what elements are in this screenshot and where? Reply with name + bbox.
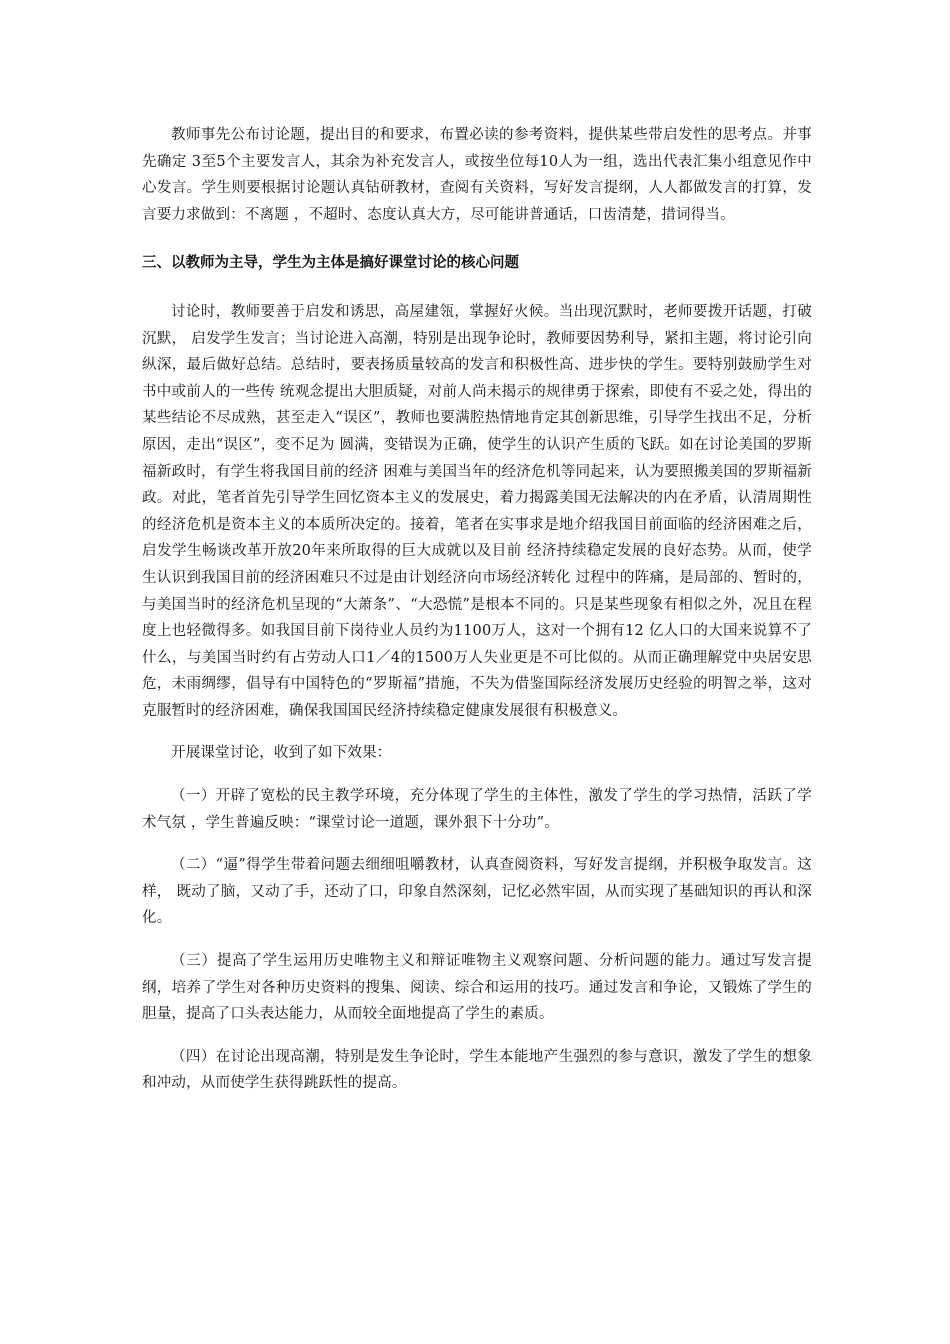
paragraph-teacher-guidance: 讨论时，教师要善于启发和诱思，高屋建瓴，掌握好火候。当出现沉默时，老师要拨开话题，打破沉默， 启发学生发言；当讨论进入高潮，特别是出现争论时，教师要因势利导，紧扣主题，将讨论引向纵深，最后做好总结。总结时，要表扬质量较高的发言和积极性高、进步快的学生。要特别鼓励学生对书中或前人的一些传 统观念提出大胆质疑，对前人尚未揭示的规律勇于探索，即使有不妥之处，得出的某些结论不尽成熟，甚至走入“误区”，教师也要满腔热情地肯定其创新思维，引导学生找出不足，分析原因，走出“误区”，变不足为 圆满，变错误为正确，使学生的认识产生质的飞跃。如在讨论美国的罗斯福新政时，有学生将我国目前的经济 困难与美国当年的经济危机等同起来，认为要照搬美国的罗斯福新政。对此，笔者首先引导学生回忆资本主义的发展史，着力揭露美国无法解决的内在矛盾，认清周期性的经济危机是资本主义的本质所决定的。接着，笔者在实事求是地介绍我国目前面临的经济困难之后，启发学生畅谈改革开放20年来所取得的巨大成就以及目前 经济持续稳定发展的良好态势。从而，使学生认识到我国目前的经济困难只不过是由计划经济向市场经济转化 过程中的阵痛，是局部的、暂时的，与美国当时的经济危机呈现的“大萧条”、“大恐慌”是根本不同的。只是某些现象有相似之外，况且在程度上也轻微得多。如我国目前下岗待业人员约为1100万人，这对一个拥有12 亿人口的大国来说算不了什么，与美国当时约有占劳动人口1／4的1500万人失业更是不可比似的。从而正确理解党中央居安思危，未雨绸缪，倡导有中国特色的“罗斯福”措施，不失为借鉴国际经济发展历史经验的明智之举，这对克服暂时的经济困难，确保我国国民经济持续稳定健康发展很有积极意义。	[142, 303, 812, 719]
spacer	[142, 228, 812, 250]
paragraph-effect-2: （二）“逼”得学生带着问题去细细咀嚼教材，认真查阅资料，写好发言提纲，并积极争取发言。这样， 既动了脑，又动了手，还动了口，印象自然深刻，记忆必然牢固，从而实现了基础知识的再认和深化。	[142, 857, 812, 927]
document-page	[142, 122, 812, 1097]
spacer	[142, 932, 812, 948]
paragraph-preparation: 教师事先公布讨论题，提出目的和要求，布置必读的参考资料，提供某些带启发性的思考点。并事先确定 3至5个主要发言人，其余为补充发言人，或按坐位每10人为一组，选出代表汇集小组意见作中心发言。学生则要根据讨论题认真钻研教材，查阅有关资料，写好发言提纲，人人都做发言的打算，发言要力求做到：不离题 ，不超时、态度认真大方，尽可能讲普通话，口齿清楚，措词得当。	[142, 127, 812, 223]
spacer	[142, 724, 812, 740]
paragraph-effect-4: （四）在讨论出现高潮，特别是发生争论时，学生本能地产生强烈的参与意识，激发了学生的想象和冲动，从而使学生获得跳跃性的提高。	[142, 1048, 812, 1092]
paragraph-effects-intro: 开展课堂讨论，收到了如下效果：	[171, 745, 392, 762]
spacer	[142, 277, 812, 299]
spacer	[142, 1028, 812, 1044]
paragraph-effect-3: （三）提高了学生运用历史唯物主义和辩证唯物主义观察问题、分析问题的能力。通过写发言提纲，培养了学生对各种历史资料的搜集、阅读、综合和运用的技巧。通过发言和争论，又锻炼了学生的胆量，提高了口头表达能力，从而较全面地提高了学生的素质。	[142, 953, 812, 1023]
spacer	[142, 767, 812, 783]
paragraph-effect-1: （一）开辟了宽松的民主教学环境，充分体现了学生的主体性，激发了学生的学习热情，活跃了学术气氛 ，学生普遍反映：“课堂讨论一道题，课外狠下十分功”。	[142, 788, 812, 831]
spacer	[142, 836, 812, 852]
section-heading-3: 三、以教师为主导，学生为主体是搞好课堂讨论的核心问题	[142, 255, 519, 272]
